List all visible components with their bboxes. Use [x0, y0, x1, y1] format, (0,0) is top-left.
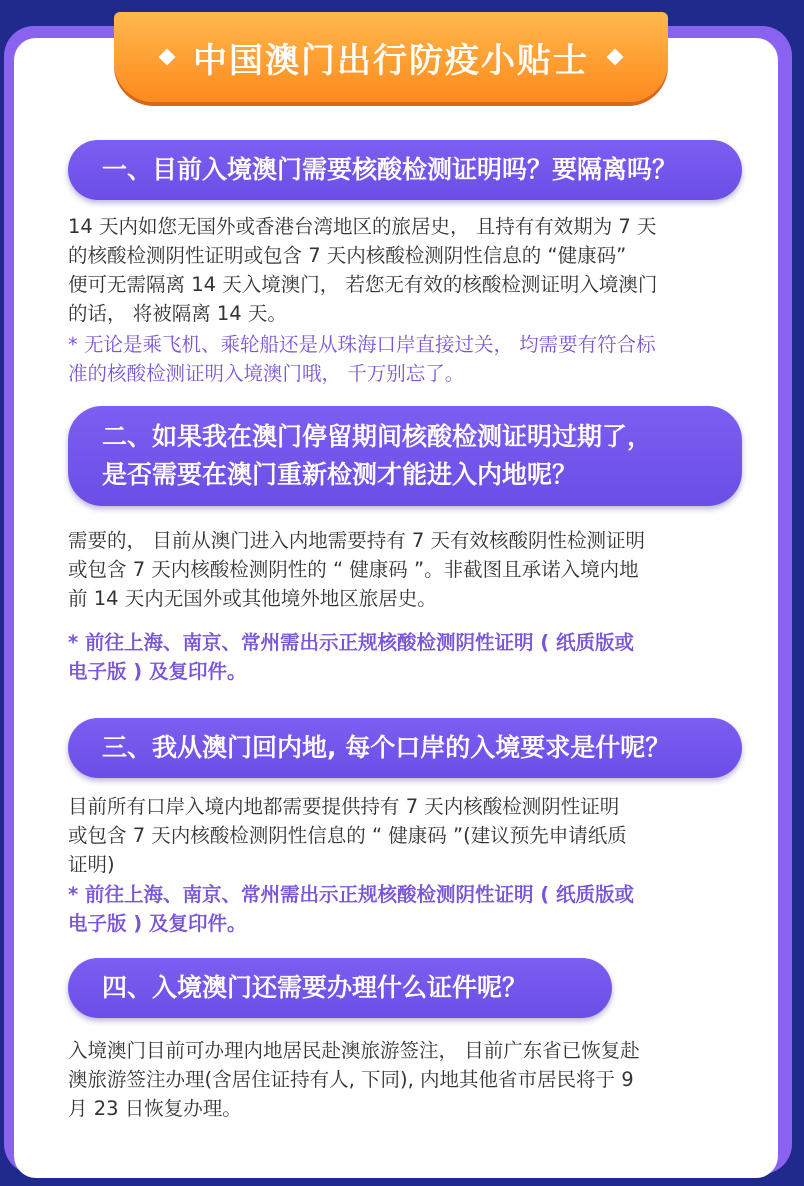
section-1-body: [68, 212, 748, 328]
body-line: 目前所有口岸入境内地都需要提供持有 7 天内核酸检测阴性证明: [68, 795, 620, 818]
heading-line: 四、入境澳门还需要办理什么证件呢？: [102, 973, 528, 1002]
note-line: 电子版 ) 及复印件。: [68, 912, 247, 935]
body-line: 或包含 7 天内核酸检测阴性信息的 “ 健康码 ”(建议预先申请纸质: [68, 824, 627, 847]
note-line: 电子版 ) 及复印件。: [68, 660, 247, 683]
section-2-note: [68, 628, 748, 686]
section-4-heading: [68, 958, 612, 1018]
body-line: 的话， 将被隔离 14 天。: [68, 302, 287, 325]
note-line: 准的核酸检测证明入境澳门哦， 千万别忘了。: [68, 362, 465, 385]
body-line: 便可无需隔离 14 天入境澳门， 若您无有效的核酸检测证明入境澳门: [68, 273, 658, 296]
page-title: 中国澳门出行防疫小贴士: [193, 40, 589, 81]
heading-line: 三、我从澳门回内地, 每个口岸的入境要求是什呢？: [102, 733, 671, 762]
heading-line: 一、目前入境澳门需要核酸检测证明吗？要隔离吗？: [102, 155, 678, 184]
body-line: 或包含 7 天内核酸检测阴性的 “ 健康码 ”。非截图且承诺入境内地: [68, 558, 639, 581]
body-line: 澳旅游签注办理(含居住证持有人, 下同), 内地其他省市居民将于 9: [68, 1068, 634, 1091]
title-banner: [114, 12, 668, 102]
body-line: 14 天内如您无国外或香港台湾地区的旅居史， 且持有有效期为 7 天: [68, 215, 657, 238]
note-line: * 无论是乘飞机、乘轮船还是从珠海口岸直接过关， 均需要有符合标: [68, 333, 656, 356]
section-4-body: [68, 1036, 748, 1123]
body-line: 前 14 天内无国外或其他境外地区旅居史。: [68, 587, 437, 610]
body-line: 的核酸检测阴性证明或包含 7 天内核酸检测阴性信息的 “健康码”: [68, 244, 627, 267]
body-line: 证明): [68, 853, 115, 876]
section-2-body: [68, 526, 748, 613]
heading-line: 是否需要在澳门重新检测才能进入内地呢？: [102, 460, 578, 489]
section-2-heading: [68, 406, 742, 506]
body-line: 需要的， 目前从澳门进入内地需要持有 7 天有效核酸阴性检测证明: [68, 529, 646, 552]
section-3-body: [68, 792, 748, 879]
section-1-note: [68, 330, 748, 388]
body-line: 入境澳门目前可办理内地居民赴澳旅游签注， 目前广东省已恢复赴: [68, 1039, 640, 1062]
diamond-icon: [607, 49, 624, 66]
note-line: * 前往上海、南京、常州需出示正规核酸检测阴性证明 ( 纸质版或: [68, 883, 634, 906]
section-1-heading: [68, 140, 742, 200]
diamond-icon: [159, 49, 176, 66]
note-line: * 前往上海、南京、常州需出示正规核酸检测阴性证明 ( 纸质版或: [68, 631, 634, 654]
section-3-heading: [68, 718, 742, 778]
heading-line: 二、如果我在澳门停留期间核酸检测证明过期了，: [102, 422, 653, 451]
body-line: 月 23 日恢复办理。: [68, 1097, 242, 1120]
section-3-note: [68, 880, 748, 938]
